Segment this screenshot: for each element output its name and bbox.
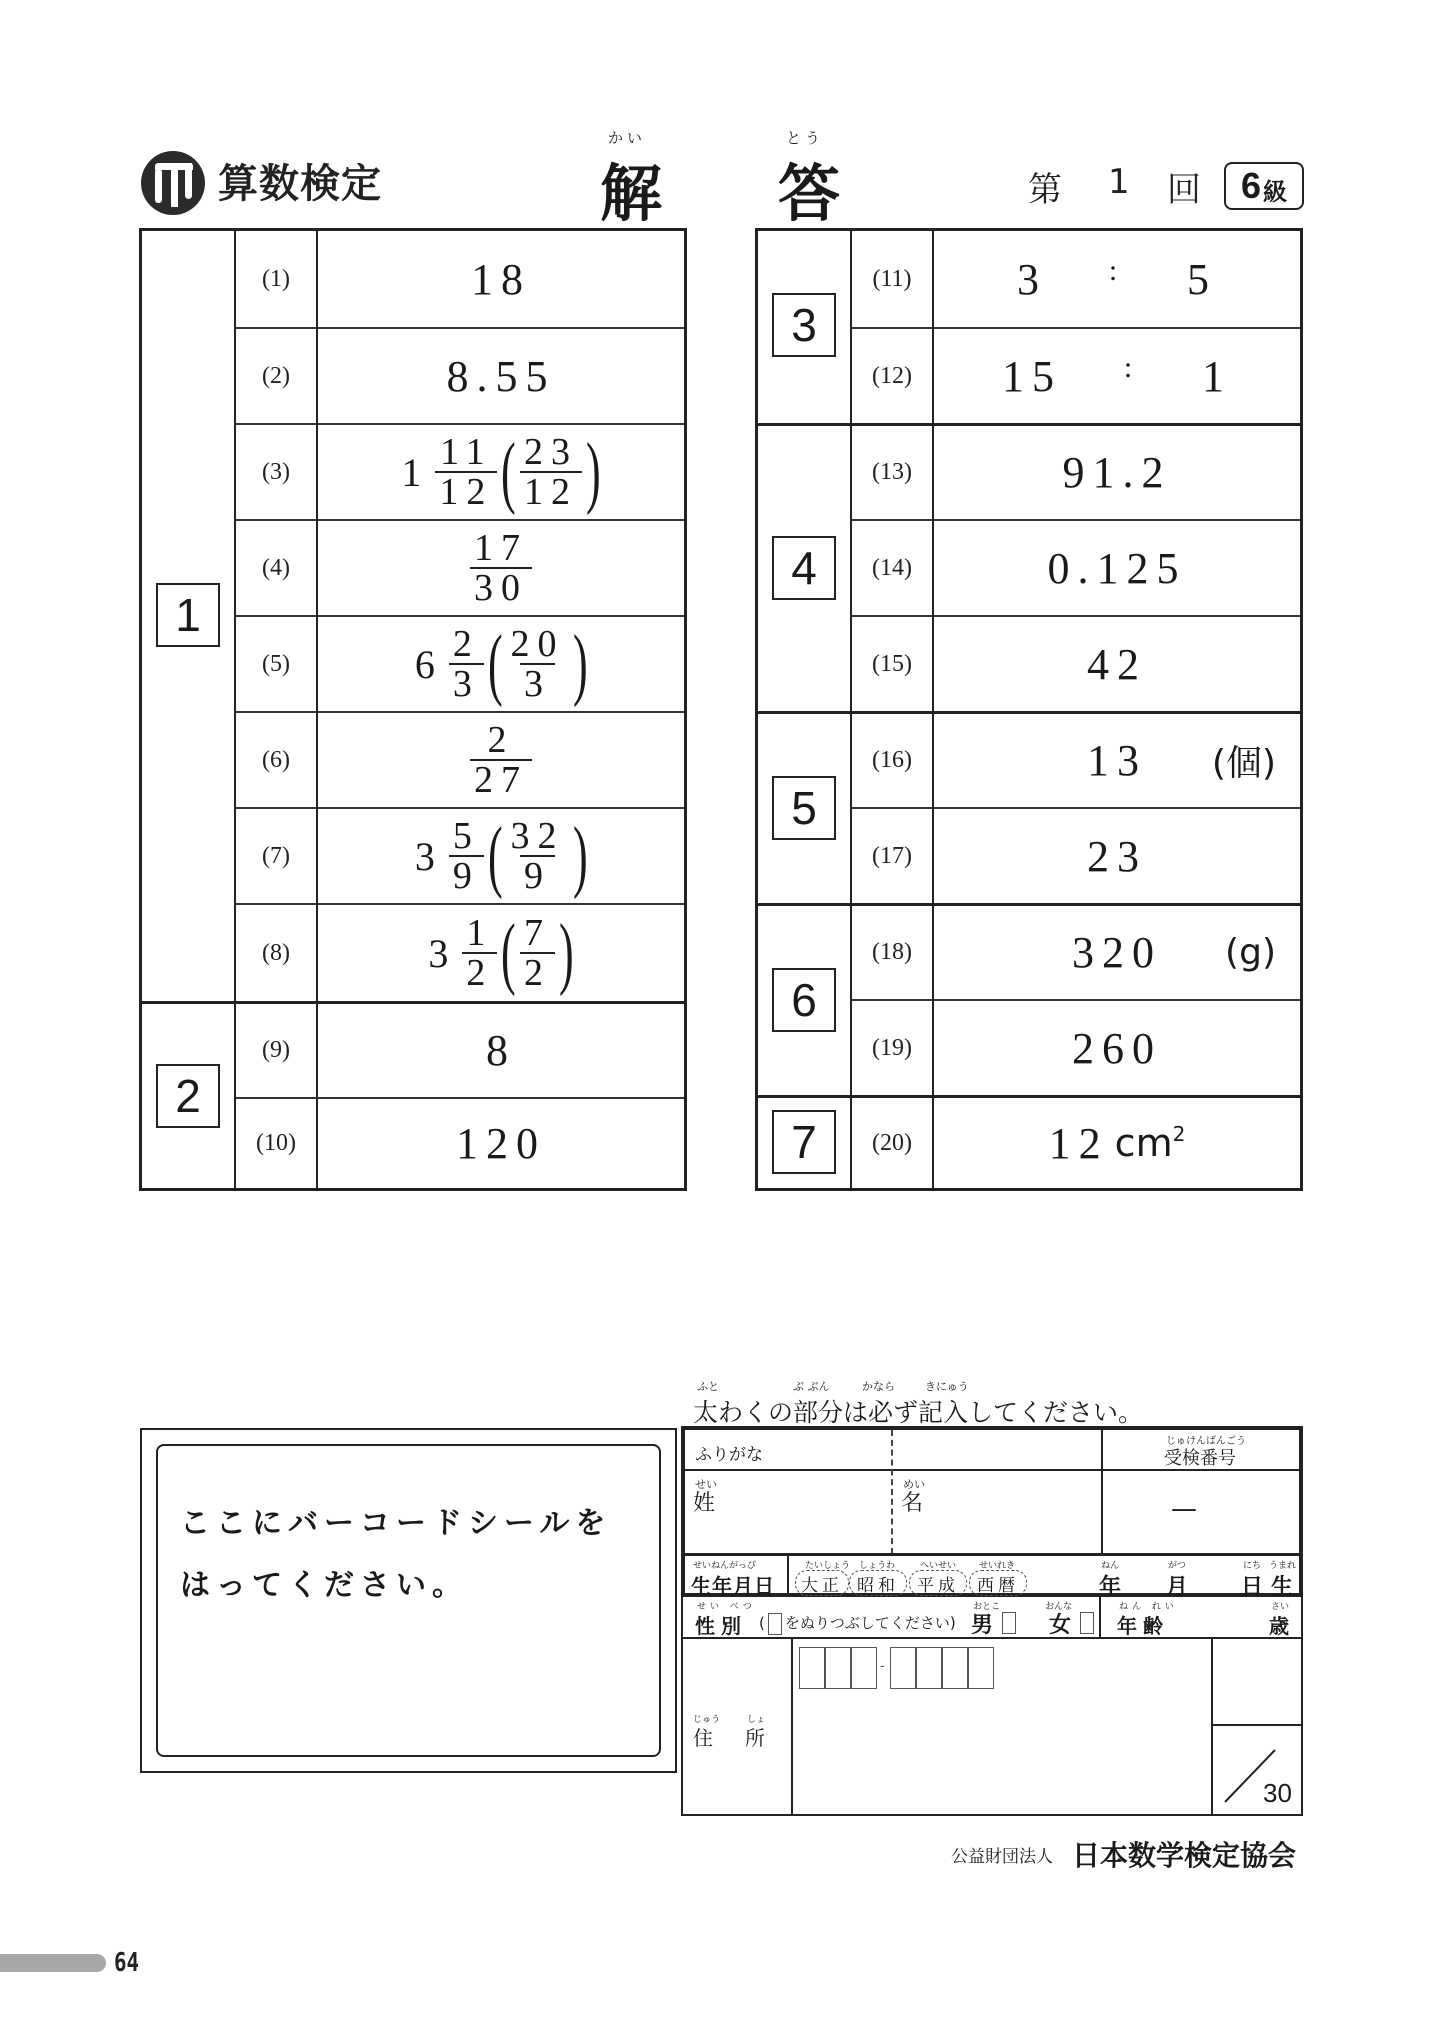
- address-ruby-2: しょ: [747, 1715, 766, 1725]
- male-ruby: おとこ: [973, 1602, 1001, 1612]
- ruby-kanara: かなら: [862, 1380, 895, 1393]
- age-unit-ruby: さい: [1271, 1602, 1290, 1612]
- month-ruby: がつ: [1168, 1561, 1187, 1571]
- female-checkbox[interactable]: [1080, 1612, 1094, 1634]
- exam-number-input[interactable]: [1105, 1474, 1299, 1550]
- question-number: (5): [236, 617, 318, 711]
- denominator: 3: [449, 663, 484, 703]
- title-ruby-tou: とう: [786, 129, 825, 147]
- answer-row-1: [236, 231, 684, 327]
- answer-row-15: [852, 615, 1300, 711]
- denominator: 12: [435, 471, 497, 511]
- address-label-2: 所: [745, 1726, 765, 1750]
- question-number: (11): [852, 231, 934, 327]
- answer-row-14: [852, 519, 1300, 615]
- title-char-tou: 答: [778, 157, 841, 230]
- answer-unit: cm: [1114, 1121, 1173, 1165]
- numerator: 1: [466, 912, 494, 954]
- numerator: 32: [510, 815, 565, 857]
- gender-ruby: せい べつ: [697, 1602, 756, 1612]
- score-total: 30: [1263, 1778, 1292, 1808]
- numerator: 2: [487, 719, 515, 761]
- improper-fraction: [507, 625, 569, 703]
- paren-open: (: [759, 1614, 765, 1632]
- answer-unit: (個): [1211, 743, 1276, 784]
- section-6: [758, 903, 852, 1095]
- ruby-kinyu: きにゅう: [925, 1380, 969, 1393]
- answer-row-13: [852, 423, 1300, 519]
- question-number: (6): [236, 713, 318, 807]
- postal-digit-box[interactable]: [825, 1647, 851, 1689]
- answer-row-2: [236, 327, 684, 423]
- question-number: (15): [852, 617, 934, 711]
- birthdate-ruby: せいねんがっぴ: [693, 1561, 757, 1571]
- ruby-futo: ふと: [697, 1380, 719, 1393]
- given-name-input[interactable]: [929, 1474, 1097, 1550]
- question-number: (14): [852, 521, 934, 615]
- answer-row-18: [852, 903, 1300, 999]
- denominator: 9: [449, 855, 484, 895]
- exam-number-dash: —: [1171, 1494, 1197, 1524]
- postal-digit-box[interactable]: [799, 1647, 825, 1689]
- section-2: [142, 1001, 236, 1188]
- answer-row-7: [236, 807, 684, 903]
- numerator: 11: [440, 431, 493, 473]
- barcode-instruction-line1: ここにバーコードシールを: [180, 1506, 612, 1541]
- female-ruby: おんな: [1045, 1602, 1073, 1612]
- org-name: 日本数学検定協会: [1072, 1839, 1297, 1872]
- era-ruby-showa: しょうわ: [859, 1561, 896, 1571]
- barcode-instruction-line2: はってください。: [180, 1568, 468, 1603]
- age-ruby: ねん れい: [1119, 1602, 1178, 1612]
- female-label: 女: [1049, 1613, 1072, 1638]
- address-label-1: 住: [693, 1726, 713, 1750]
- furigana-input[interactable]: [791, 1432, 1097, 1468]
- answer-mixed-fraction: [318, 617, 684, 711]
- era-option-heisei[interactable]: 平成: [909, 1570, 967, 1596]
- section-1: [142, 231, 236, 1001]
- question-number: (16): [852, 714, 934, 807]
- answer-value: 8: [486, 1026, 516, 1075]
- question-number: (7): [236, 809, 318, 903]
- birth-year-input[interactable]: [1031, 1558, 1095, 1592]
- question-number: (13): [852, 426, 934, 519]
- born-label: 生: [1271, 1575, 1294, 1600]
- answer-fraction: [318, 713, 684, 807]
- fraction: [449, 817, 484, 895]
- answer-row-17: [852, 807, 1300, 903]
- fraction: [449, 625, 484, 703]
- ratio-right: 1: [1202, 351, 1232, 401]
- answer-value: 91.2: [1062, 448, 1172, 497]
- page-indicator-bar: [0, 1954, 106, 1972]
- answer-row-9: [236, 1001, 684, 1097]
- answer-row-11: [852, 231, 1300, 327]
- question-number: (4): [236, 521, 318, 615]
- postal-digit-box[interactable]: [968, 1647, 994, 1689]
- denominator: 27: [470, 759, 532, 799]
- fraction: [470, 529, 532, 607]
- section-4: [758, 423, 852, 711]
- answer-table-right: [755, 228, 1303, 1191]
- age-label: 年齢: [1117, 1614, 1169, 1638]
- section-number: 4: [772, 536, 836, 600]
- answer-value: 12: [1048, 1118, 1109, 1168]
- whole-part: 3: [428, 930, 457, 976]
- question-number: (12): [852, 329, 934, 423]
- section-7: [758, 1095, 852, 1188]
- answer-row-6: [236, 711, 684, 807]
- title-char-kai: 解: [600, 157, 663, 230]
- score-upper-cell: [1211, 1637, 1303, 1726]
- denominator: 2: [462, 952, 497, 992]
- answer-value: 13: [1087, 736, 1147, 785]
- answer-with-unit: [934, 906, 1300, 999]
- whole-part: 3: [414, 833, 443, 879]
- question-number: (17): [852, 809, 934, 903]
- answer-value: 23: [1087, 831, 1147, 881]
- section-number: 6: [772, 968, 836, 1032]
- answer-row-19: [852, 999, 1300, 1095]
- birth-day-input[interactable]: [1193, 1558, 1237, 1592]
- round-suffix: 回: [1167, 170, 1201, 210]
- ratio-left: 3: [1017, 254, 1047, 304]
- denominator: 9: [520, 855, 555, 895]
- given-name-ruby: めい: [903, 1478, 925, 1491]
- answer-row-5: [236, 615, 684, 711]
- paren-open: (: [501, 909, 517, 997]
- ratio-separator: :: [1123, 350, 1141, 384]
- postal-digit-box[interactable]: [916, 1647, 942, 1689]
- answer-mixed-fraction: [318, 905, 684, 1001]
- section-number: 5: [772, 776, 836, 840]
- year-ruby: ねん: [1101, 1561, 1120, 1571]
- logo-icon: [141, 151, 205, 215]
- answer-value: 0.125: [1047, 543, 1187, 593]
- round-prefix: 第: [1028, 170, 1062, 210]
- denominator: 30: [470, 567, 532, 607]
- gender-instruction-text: をぬりつぶしてください): [784, 1614, 956, 1632]
- postal-digit-box[interactable]: [851, 1647, 877, 1689]
- ratio-left: 15: [1002, 351, 1062, 401]
- answer-value: 18: [471, 254, 531, 304]
- postal-digit-box[interactable]: [890, 1647, 916, 1689]
- family-name-input[interactable]: [721, 1474, 887, 1550]
- birthdate-label: 生年月日: [691, 1574, 775, 1598]
- improper-fraction: [520, 914, 555, 992]
- org-prefix: 公益財団法人: [951, 1847, 1053, 1867]
- paren-close: ): [558, 909, 574, 997]
- question-number: (3): [236, 425, 318, 519]
- section-5: [758, 711, 852, 903]
- answer-value: 42: [1087, 639, 1147, 689]
- answer-mixed-fraction: [318, 425, 684, 519]
- era-option-taisho[interactable]: 大正: [795, 1570, 849, 1596]
- answer-row-20: [852, 1095, 1300, 1188]
- birth-month-input[interactable]: [1127, 1558, 1163, 1592]
- answer-value: 320: [1072, 928, 1162, 977]
- paren-close: ): [572, 620, 588, 708]
- question-number: (19): [852, 1001, 934, 1095]
- question-number: (2): [236, 329, 318, 423]
- answer-ratio: [934, 329, 1300, 423]
- era-ruby-seireki: せいれき: [979, 1561, 1016, 1571]
- answer-fraction: [318, 521, 684, 615]
- male-label: 男: [971, 1613, 994, 1638]
- sample-checkbox-icon: [768, 1613, 782, 1635]
- year-label: 年: [1099, 1575, 1122, 1600]
- question-number: (1): [236, 231, 318, 327]
- numerator: 7: [524, 912, 551, 954]
- given-name-label: 名: [901, 1491, 924, 1516]
- answer-value: 260: [1072, 1023, 1162, 1073]
- title-ruby-kai: かい: [608, 129, 647, 147]
- answer-row-3: [236, 423, 684, 519]
- denominator: 12: [520, 471, 582, 511]
- answer-table-left: [139, 228, 687, 1191]
- age-input[interactable]: [1181, 1600, 1265, 1634]
- paren-open: (: [487, 812, 503, 900]
- exam-number-label: 受検番号: [1164, 1448, 1236, 1469]
- question-number: (9): [236, 1004, 318, 1097]
- grade-unit: 級: [1263, 177, 1288, 206]
- numerator: 23: [524, 431, 578, 473]
- grade-badge: [1224, 162, 1304, 210]
- month-label: 月: [1166, 1575, 1189, 1600]
- day-label: 日: [1241, 1575, 1264, 1600]
- day-ruby: にち: [1243, 1561, 1262, 1571]
- section-number: 7: [772, 1110, 836, 1174]
- whole-part: 6: [414, 641, 443, 687]
- postal-dash: -: [880, 1657, 885, 1673]
- round-number: 1: [1108, 162, 1130, 202]
- born-ruby: うまれ: [1269, 1561, 1297, 1571]
- form-instruction: 太わくの部分は必ず記入してください。: [693, 1398, 1144, 1427]
- era-option-seireki[interactable]: 西暦: [969, 1570, 1027, 1596]
- question-number: (10): [236, 1099, 318, 1188]
- page-number: 64: [114, 1948, 140, 1978]
- improper-fraction: [507, 817, 569, 895]
- numerator: 5: [452, 815, 480, 857]
- whole-part: 1: [401, 449, 430, 495]
- section-number: 2: [156, 1064, 220, 1128]
- fraction: [470, 721, 532, 799]
- furigana-label: ふりがな: [695, 1445, 763, 1465]
- answer-row-12: [852, 327, 1300, 423]
- postal-code-input[interactable]: [797, 1637, 1057, 1693]
- postal-digit-box[interactable]: [942, 1647, 968, 1689]
- examinee-info-form: [681, 1426, 1303, 1816]
- exam-number-ruby: じゅけんばんごう: [1166, 1436, 1246, 1447]
- era-option-showa[interactable]: 昭和: [849, 1570, 907, 1596]
- section-number: 1: [156, 583, 220, 647]
- answer-row-10: [236, 1097, 684, 1188]
- answer-row-4: [236, 519, 684, 615]
- fraction: [435, 433, 497, 511]
- question-number: (20): [852, 1098, 934, 1188]
- paren-close: ): [585, 428, 601, 516]
- gender-instruction: [759, 1612, 956, 1635]
- family-name-ruby: せい: [695, 1478, 717, 1491]
- family-name-label: 姓: [693, 1491, 716, 1516]
- ruby-bubun: ぶ ぶん: [793, 1380, 830, 1393]
- address-ruby-1: じゅう: [693, 1715, 721, 1725]
- answer-mixed-fraction: [318, 809, 684, 903]
- era-ruby-heisei: へいせい: [920, 1561, 957, 1571]
- section-3: [758, 231, 852, 423]
- numerator: 2: [452, 623, 480, 665]
- answer-with-unit: [934, 714, 1300, 807]
- paren-close: ): [572, 812, 588, 900]
- unit-exponent: 2: [1172, 1122, 1186, 1146]
- numerator: 17: [474, 527, 528, 569]
- grade-number: 6: [1240, 165, 1262, 206]
- answer-ratio: [934, 231, 1300, 327]
- fraction: [462, 914, 497, 992]
- gender-label: 性別: [695, 1614, 747, 1638]
- brand-name: 算数検定: [218, 161, 382, 207]
- age-unit: 歳: [1269, 1614, 1289, 1638]
- paren-open: (: [501, 428, 517, 516]
- ratio-separator: :: [1108, 253, 1126, 287]
- question-number: (8): [236, 905, 318, 1001]
- answer-row-16: [852, 711, 1300, 807]
- ratio-right: 5: [1187, 254, 1217, 304]
- answer-unit: (g): [1225, 932, 1276, 973]
- male-checkbox[interactable]: [1002, 1612, 1016, 1634]
- section-number: 3: [772, 293, 836, 357]
- denominator: 3: [520, 663, 555, 703]
- answer-row-8: [236, 903, 684, 1001]
- question-number: (18): [852, 906, 934, 999]
- paren-open: (: [487, 620, 503, 708]
- answer-area: [934, 1098, 1300, 1188]
- numerator: 20: [510, 623, 565, 665]
- address-input[interactable]: [797, 1696, 1207, 1810]
- answer-value: 120: [456, 1119, 546, 1168]
- barcode-sticker-area: [140, 1428, 677, 1773]
- denominator: 2: [520, 952, 555, 992]
- answer-value: 8.55: [446, 351, 556, 401]
- era-ruby-taisho: たいしょう: [805, 1561, 851, 1571]
- improper-fraction: [520, 433, 582, 511]
